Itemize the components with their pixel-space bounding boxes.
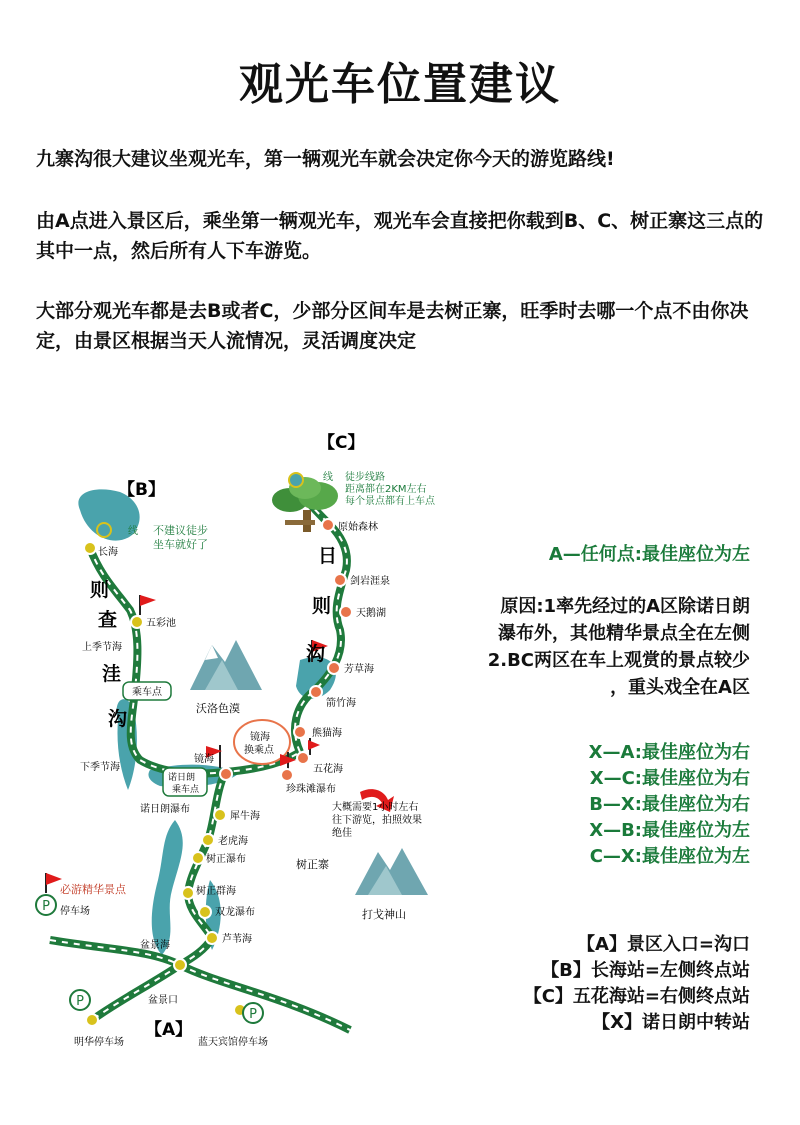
legend: [524, 932, 750, 1036]
svg-text:P: P: [76, 994, 84, 1009]
station-dot: [86, 1014, 98, 1026]
parking-icon: [36, 895, 56, 915]
hint-line: 往下游览，拍照效果: [332, 815, 422, 826]
b-note: 坐车就好了: [153, 538, 208, 551]
parking-label: 蓝天宾馆停车场: [198, 1037, 268, 1048]
station-dot: [334, 574, 346, 586]
spot-label: 剑岩涯泉: [350, 576, 390, 587]
seat-line: C—X:最佳座位为左: [589, 846, 750, 867]
parking-icon: [243, 1003, 263, 1023]
station-dot: [297, 752, 309, 764]
hint-line: 大概需要1小时左右: [332, 802, 419, 813]
seat-a-note: A—任何点:最佳座位为左: [548, 544, 750, 565]
b-line-title: 线: [128, 526, 138, 537]
station-dot: [131, 616, 143, 628]
must-see-label: 必游精华景点: [60, 883, 126, 896]
spot-label: 原始森林: [338, 522, 378, 533]
reason-block: [488, 593, 750, 701]
gate-label: 盆景口: [148, 995, 178, 1006]
region-a-label: 【A】: [145, 1020, 193, 1040]
spot-label: 芦苇海: [222, 934, 252, 945]
rize-char: 日: [318, 545, 338, 567]
spot-label: 树正瀑布: [206, 854, 246, 865]
mountain-icon: [190, 640, 262, 690]
rize-char: 则: [312, 595, 332, 617]
svg-text:P: P: [42, 899, 50, 914]
station-dot: [281, 769, 293, 781]
seat-line: X—A:最佳座位为右: [588, 742, 750, 763]
nuorilang-bus-label: 乘车点: [172, 785, 200, 795]
spot-label: 树正群海: [196, 886, 236, 897]
station-dot: [214, 809, 226, 821]
spot-label: 五彩池: [146, 618, 176, 629]
zechawa-char: 洼: [102, 663, 122, 685]
legend-line: 【B】长海站=左侧终点站: [541, 960, 750, 981]
station-dot: [192, 852, 204, 864]
intro-paragraph-3: 大部分观光车都是去B或者C，少部分区间车是去树正寨，旺季时去哪一个点不由你决定，由景区根据当天人流情况，灵活调度决定: [36, 300, 749, 352]
transfer-label: 换乘点: [244, 745, 274, 756]
spot-label: 镜海: [194, 754, 214, 765]
flag-icon: [308, 738, 320, 755]
reason-line: 原因:1率先经过的A区除诺日朗: [500, 596, 750, 617]
station-dot: [294, 726, 306, 738]
reason-line: ，重头戏全在A区: [610, 677, 750, 698]
station-dot: [202, 834, 214, 846]
station-dot: [174, 959, 186, 971]
station-dot: [182, 887, 194, 899]
spot-label: 诺日朗瀑布: [140, 804, 190, 815]
spot-label: 长海: [98, 547, 118, 558]
station-dot: [340, 606, 352, 618]
spot-label: 犀牛海: [230, 811, 260, 822]
mountain-icon: [355, 848, 428, 895]
transfer-label: 镜海: [250, 732, 270, 743]
seat-line: X—B:最佳座位为左: [589, 820, 750, 841]
hint-line: 绝佳: [332, 828, 352, 839]
reason-line: 瀑布外，其他精华景点全在左侧: [498, 623, 750, 644]
spot-label: 珍珠滩瀑布: [286, 784, 336, 795]
station-dot: [206, 932, 218, 944]
b-note: 不建议徒步: [153, 524, 208, 537]
spot-label: 天鹅湖: [356, 608, 386, 619]
spot-label: 箭竹海: [326, 698, 356, 709]
page-title: 观光车位置建议: [239, 59, 561, 110]
nuorilang-bus-label: 诺日朗: [168, 773, 196, 783]
parking-label: 明华停车场: [74, 1037, 124, 1048]
station-dot: [322, 519, 334, 531]
c-line-title: 线: [323, 472, 333, 483]
flag-icon: [140, 595, 156, 615]
c-note: 徒步线路: [345, 472, 385, 483]
dage-label: 打戈神山: [362, 908, 406, 921]
bus-point-label: 乘车点: [132, 687, 162, 698]
spot-label: 五花海: [313, 764, 343, 775]
svg-text:P: P: [249, 1007, 257, 1022]
legend-line: 【C】五花海站=右侧终点站: [523, 986, 750, 1007]
station-dot: [328, 662, 340, 674]
legend-line: 【X】诺日朗中转站: [592, 1012, 750, 1033]
zechawa-char: 查: [98, 609, 118, 631]
station-dot: [310, 686, 322, 698]
legend-line: 【A】景区入口=沟口: [576, 934, 750, 955]
parking-road-dash: [92, 965, 180, 1020]
seat-recommendations: [589, 740, 750, 870]
station-dot: [220, 768, 232, 780]
zechawa-char: 沟: [108, 708, 128, 730]
station-dot: [84, 542, 96, 554]
parking-label: 停车场: [60, 906, 90, 917]
spot-label: 熊猫海: [312, 728, 342, 739]
station-dot: [289, 473, 303, 487]
intro-paragraph-2: 由A点进入景区后，乘坐第一辆观光车，观光车会直接把你载到B、C、树正寨这三点的其中一点，然后所有人下车游览。: [36, 210, 764, 262]
spot-label: 盆景海: [140, 940, 170, 951]
rize-char: 沟: [306, 643, 326, 665]
region-b-label: 【B】: [118, 480, 165, 500]
spot-label: 下季节海: [80, 762, 120, 773]
station-dot: [199, 906, 211, 918]
spot-label: 芳草海: [344, 664, 374, 675]
seat-line: B—X:最佳座位为右: [589, 794, 750, 815]
seat-line: X—C:最佳座位为右: [589, 768, 750, 789]
reason-line: 2.BC两区在车上观赏的景点较少: [487, 650, 750, 671]
spot-label: 双龙瀑布: [215, 907, 255, 918]
shuzhengzhai-label: 树正寨: [296, 858, 329, 871]
intro-paragraph-1: 九寨沟很大建议坐观光车，第一辆观光车就会决定你今天的游览路线!: [36, 148, 615, 170]
station-dot: [97, 523, 111, 537]
shuzheng-river-water: [152, 820, 183, 955]
spot-label: 上季节海: [82, 642, 122, 653]
parking-icon: [70, 990, 90, 1010]
c-note: 距离都在2KM左右: [345, 484, 427, 495]
route-map: [0, 420, 450, 1080]
spot-label: 老虎海: [218, 836, 248, 847]
region-c-label: 【C】: [318, 433, 365, 453]
c-note: 每个景点都有上车点: [345, 496, 435, 507]
zechawa-char: 则: [90, 579, 110, 601]
wuluo-label: 沃洛色漠: [196, 702, 240, 715]
